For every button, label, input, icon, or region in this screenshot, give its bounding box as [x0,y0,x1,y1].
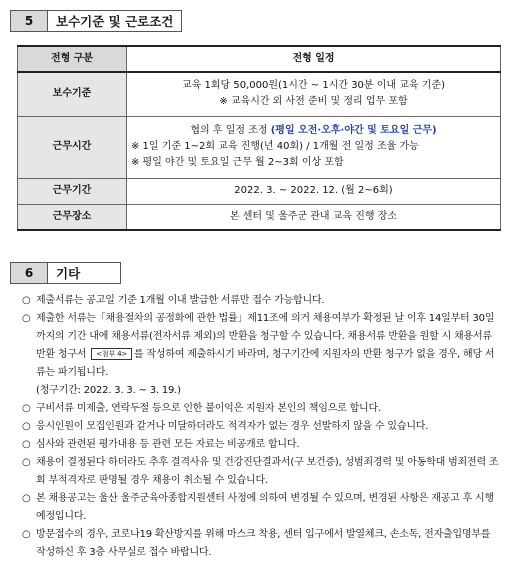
note-text: 제출서류는 공고일 기준 1개월 이내 발급한 서류만 접수 가능합니다. [36,295,325,306]
note-text: 방문접수의 경우, 코로나19 확산방지를 위해 마스크 착용, 센터 입구에서 발열체크, 손소독, 전자출입명부를 작성하신 후 3층 사무실로 접수 바랍니다. [36,529,491,558]
section-6-number: 6 [11,263,48,283]
row-label: 보수기준 [18,72,127,116]
list-item [22,436,500,454]
row-content [127,72,501,116]
note-text: 심사와 관련된 평가내용 등 관련 모든 자료는 비공개로 합니다. [36,439,300,450]
pay-line-2: ※ 교육시간 외 사전 준비 및 정리 업무 포함 [219,96,408,108]
note-text: 채용이 결정된다 하더라도 추후 결격사유 및 건강진단결과서(구 보건증), 성범죄경력 및 아동학대 범죄전력 조회 부적격자로 판명될 경우 채용이 취소될 수 있습니다. [36,457,499,486]
note-text-c: (청구기간: 2022. 3. 3. ~ 3. 19.) [36,385,181,396]
note-text [36,310,500,400]
conditions-table [17,45,501,231]
note-text-a: 제출한 서류는「채용절차의 공정화에 관한 법률」제11조에 의거 채용여부가 확정된 날 이후 14일부터 30일까지의 기간 내에 채용서류(전자서류 제외)의 반환을 청구할 수 있습니다. 채용서류 반환을 원할 시 채용서류 반환 청구서 [36,313,495,360]
table-row-period [18,178,501,204]
bullet-icon: ○ [22,403,31,414]
bullet-icon: ○ [22,529,31,540]
location-text: 본 센터 및 울주군 관내 교육 진행 장소 [127,204,501,230]
list-item [22,454,500,490]
note-text: 구비서류 미제출, 연락두절 등으로 인한 불이익은 지원자 본인의 책임으로 합니다. [36,403,381,414]
bullet-icon: ○ [22,295,31,306]
list-item [22,292,500,310]
attachment-badge: <첨부 4> [91,348,132,360]
list-item [22,400,500,418]
header-col-schedule: 전형 일정 [127,46,501,72]
bullet-icon: ○ [22,439,31,450]
list-item [22,526,500,562]
period-text: 2022. 3. ~ 2022. 12. (월 2~6회) [127,178,501,204]
row-label: 근무기간 [18,178,127,204]
note-text: 응시인원이 모집인원과 같거나 미달하더라도 적격자가 없는 경우 선발하지 않을 수 있습니다. [36,421,429,432]
note-text: 본 채용공고는 울산 울주군육아종합지원센터 사정에 의하여 변경될 수 있으며, 변경된 사항은 재공고 후 시행 예정입니다. [36,493,494,522]
table-header-row [18,46,501,72]
section-6-title: 기타 [48,263,120,283]
hours-line-1-text: 협의 후 일정 조정 [190,125,271,136]
pay-line-1: 교육 1회당 50,000원(1시간 ~ 1시간 30분 이내 교육 기준) [182,80,445,92]
list-item [22,490,500,526]
list-item [22,310,500,400]
bullet-icon: ○ [22,421,31,432]
table-row-hours [18,116,501,178]
list-item [22,418,500,436]
row-label: 근무장소 [18,204,127,230]
bullet-icon: ○ [22,313,31,324]
hours-highlight: (평일 오전·오후·야간 및 토요일 근무) [270,125,437,136]
row-label: 근무시간 [18,116,127,178]
section-6-header [10,262,121,284]
section-5-header [10,10,182,32]
note-text-b: 를 작성하여 제출하시기 바라며, 청구기간에 지원자의 반환 청구가 없을 경우, 해당 서류는 파기됩니다. [36,349,495,378]
bullet-icon: ○ [22,457,31,468]
notes-list [22,292,500,562]
section-5-title: 보수기준 및 근로조건 [48,11,181,31]
hours-line-1 [131,123,496,139]
header-col-type: 전형 구분 [18,46,127,72]
row-content [127,116,501,178]
table-row-location [18,204,501,230]
hours-line-3: ※ 평일 야간 및 토요일 근무 월 2~3회 이상 포함 [131,157,344,168]
hours-line-2: ※ 1일 기준 1~2회 교육 진행(년 40회) / 1개월 전 일정 조율 가능 [131,141,419,152]
section-5-number: 5 [11,11,48,31]
table-row-pay [18,72,501,116]
bullet-icon: ○ [22,493,31,504]
